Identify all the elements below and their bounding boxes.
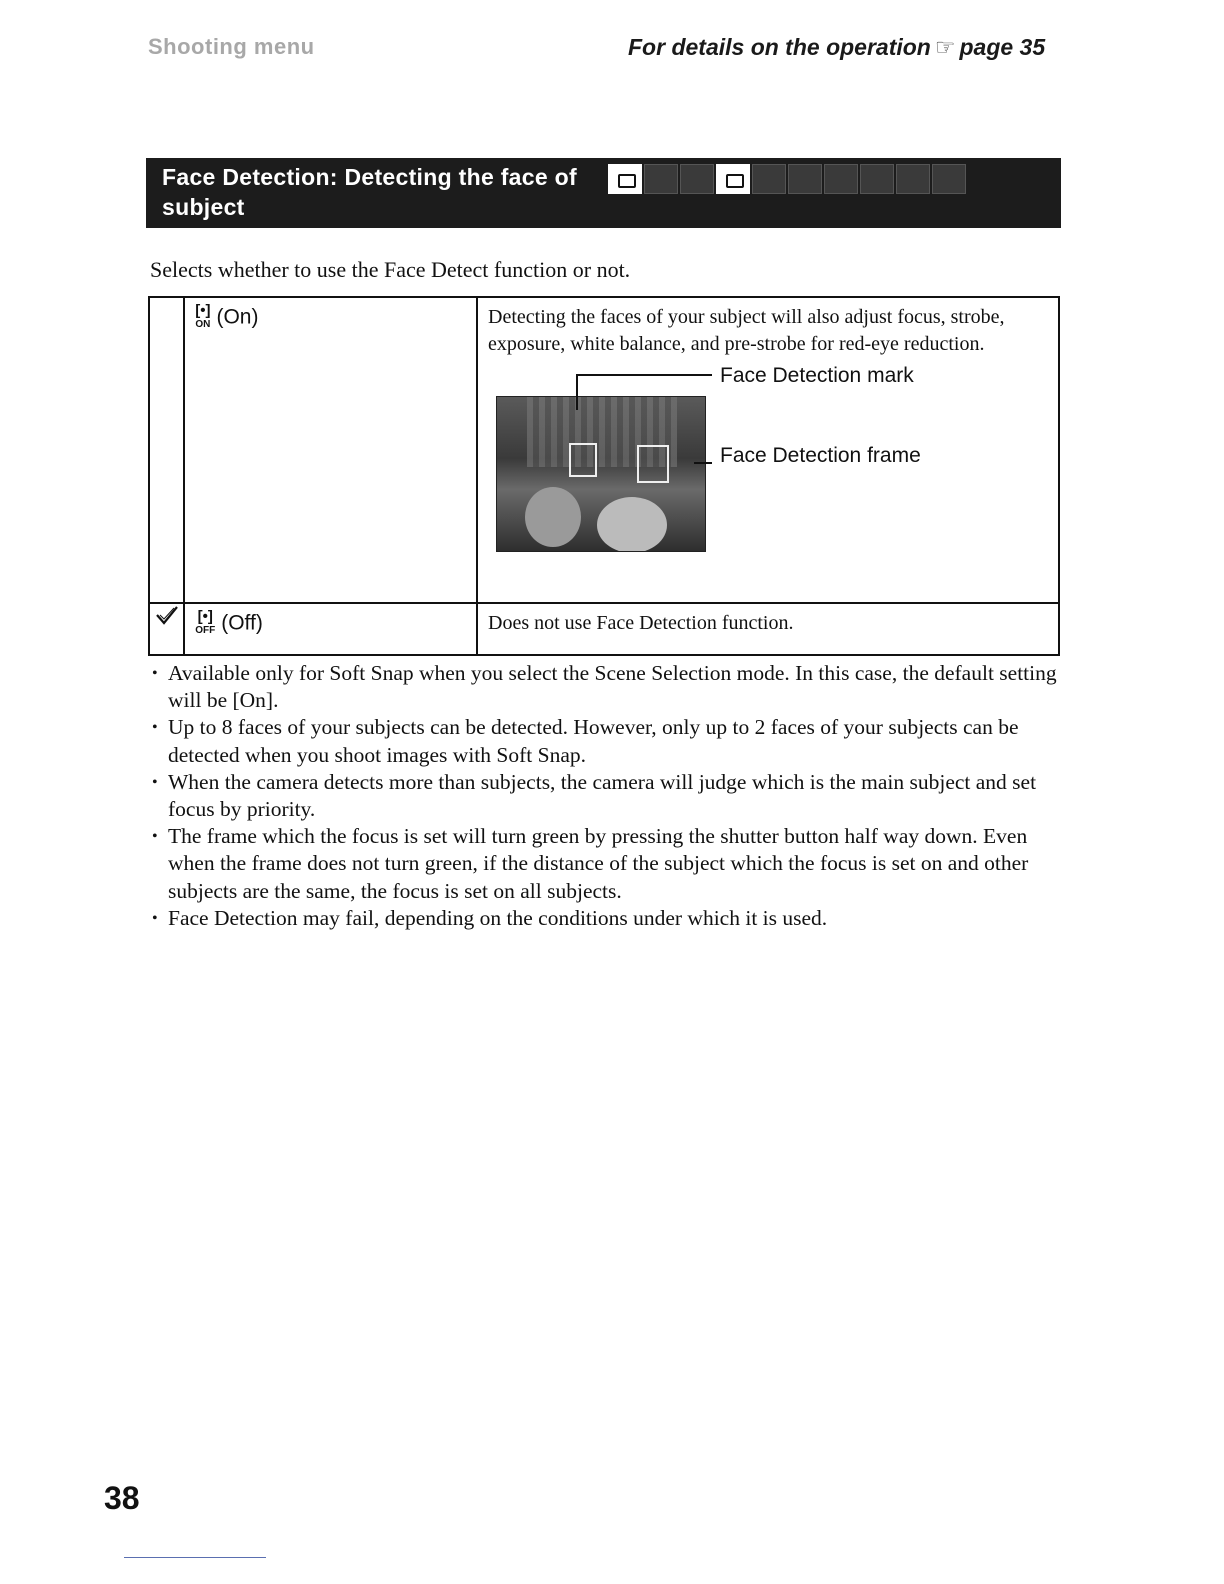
- note-item: • Available only for Soft Snap when you select the Scene Selection mode. In this case, the default setting will be [On].: [150, 660, 1070, 714]
- default-check-icon: [155, 604, 179, 626]
- page-title: [162, 162, 582, 222]
- check-cell: [149, 297, 184, 603]
- face-detection-frame-secondary: [569, 443, 597, 477]
- mode-icon-dim: [788, 164, 822, 194]
- option-description-cell: [477, 297, 1059, 603]
- option-description: Does not use Face Detection function.: [488, 612, 794, 634]
- option-row-on: [149, 297, 1059, 603]
- reference-hand-icon: ☞: [934, 34, 956, 60]
- option-label-cell: [184, 603, 477, 655]
- face-detect-on-icon: [•] ON: [195, 302, 211, 330]
- option-row-off: [149, 603, 1059, 655]
- face-detection-illustration: [488, 366, 1048, 556]
- title-line-1: Face Detection: Detecting the face of: [162, 164, 577, 190]
- option-description-cell: [477, 603, 1059, 655]
- callout-face-detection-frame: Face Detection frame: [720, 444, 921, 467]
- callout-face-detection-mark: Face Detection mark: [720, 364, 914, 387]
- footer-divider: [124, 1557, 266, 1558]
- mode-icon-dim: [932, 164, 966, 194]
- reference-prefix: For details on the operation: [628, 34, 931, 60]
- reference-page: page 35: [959, 34, 1046, 60]
- page-number: 38: [104, 1480, 140, 1516]
- option-label-cell: [184, 297, 477, 603]
- program-mode-icon: [644, 164, 678, 194]
- sample-photo: [496, 396, 706, 552]
- intro-text: Selects whether to use the Face Detect function or not.: [150, 257, 631, 282]
- mode-icon-dim: [680, 164, 714, 194]
- options-table: [148, 296, 1060, 656]
- check-cell: [149, 603, 184, 655]
- scene-mode-icon: [716, 164, 750, 194]
- mode-icon-dim: [752, 164, 786, 194]
- page-header-section: Shooting menu: [148, 34, 315, 59]
- note-item: • When the camera detects more than subjects, the camera will judge which is the main subject and set focus by priority.: [150, 769, 1070, 823]
- face-detection-frame-primary: [637, 445, 669, 483]
- note-item: • Up to 8 faces of your subjects can be detected. However, only up to 2 faces of your subjects can be detected when you shoot images with Soft Snap.: [150, 714, 1070, 768]
- camera-mode-icon: [608, 164, 642, 194]
- option-description: Detecting the faces of your subject will also adjust focus, strobe, exposure, white balance, and pre-strobe for red-eye reduction.: [488, 306, 1005, 355]
- mode-icon-dim: [896, 164, 930, 194]
- note-item: • The frame which the focus is set will turn green by pressing the shutter button half way down. Even when the frame does not turn green, if the distance of the subject which the focus is set on and other subjects are the same, the focus is set on all subjects.: [150, 823, 1070, 905]
- page-header-reference: [628, 34, 1045, 61]
- mode-icon-dim: [860, 164, 894, 194]
- note-item: • Face Detection may fail, depending on the conditions under which it is used.: [150, 905, 1070, 932]
- option-label: (On): [216, 305, 259, 329]
- face-detect-off-icon: [•] OFF: [195, 608, 216, 636]
- option-label: (Off): [221, 611, 263, 635]
- notes-list: [150, 660, 1070, 932]
- mode-icons: [608, 164, 966, 194]
- title-line-2: subject: [162, 194, 245, 220]
- mode-icon-dim: [824, 164, 858, 194]
- title-bar: [146, 158, 1061, 228]
